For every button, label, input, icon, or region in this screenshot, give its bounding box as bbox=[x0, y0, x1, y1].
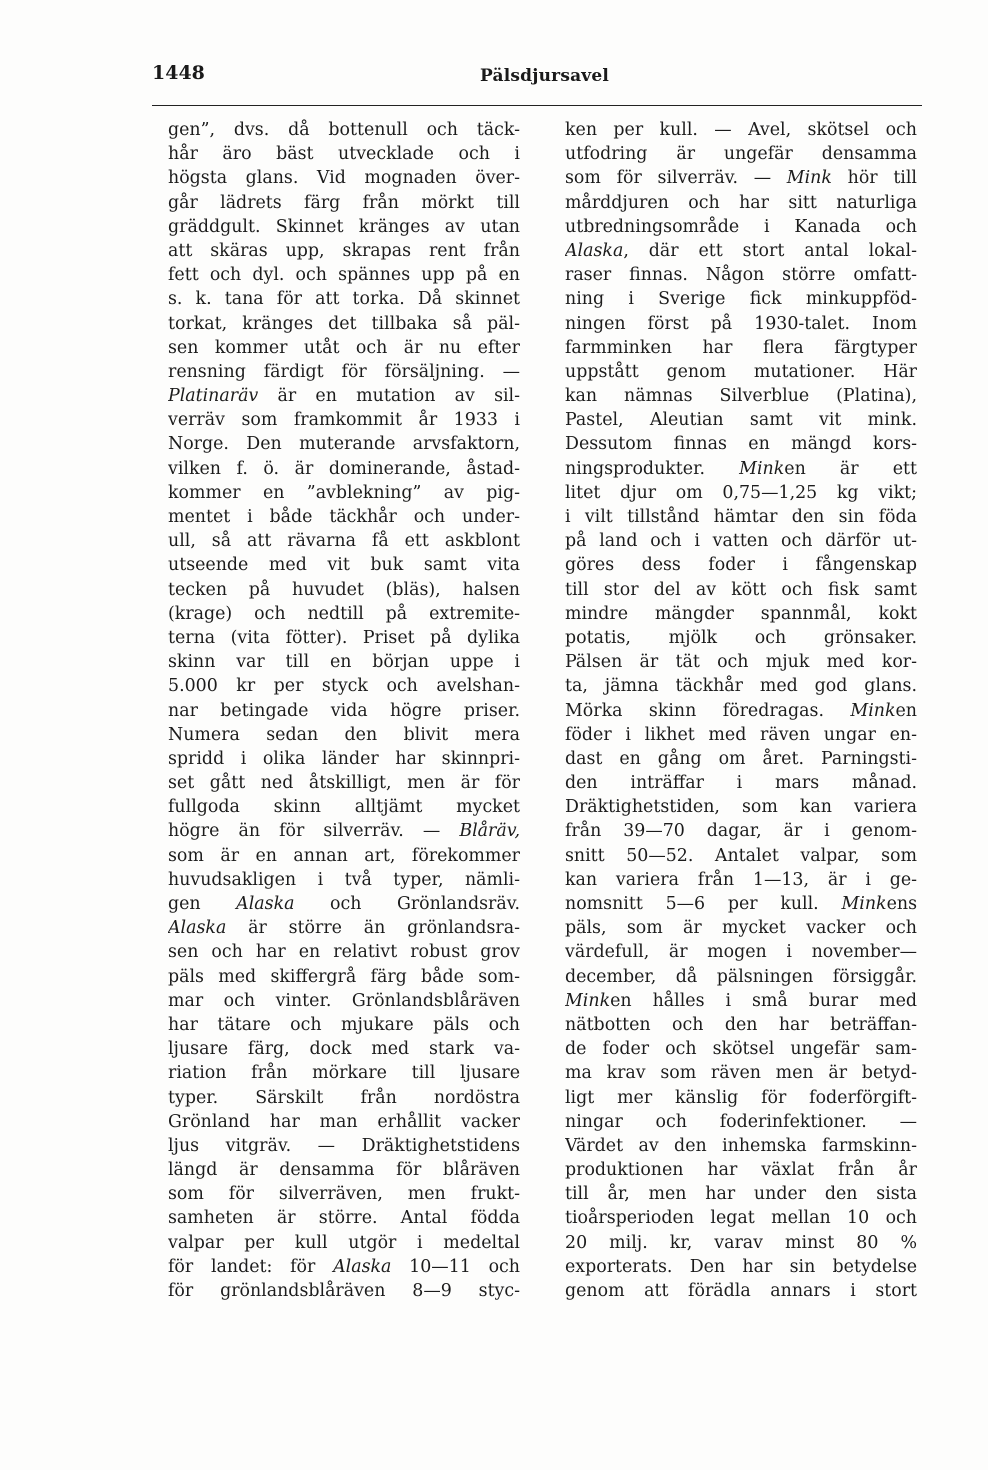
italic-term: Mink bbox=[565, 990, 611, 1011]
right-line: värdefull, är mogen i november— bbox=[565, 942, 917, 963]
right-line: mårddjuren och har sitt naturliga bbox=[565, 192, 917, 213]
italic-term: Alaska bbox=[333, 1256, 392, 1277]
right-line: ligt mer känslig för foderförgift- bbox=[565, 1087, 917, 1108]
right-line: tioårsperioden legat mellan 10 och bbox=[565, 1208, 917, 1229]
left-line: Grönland har man erhållit vacker bbox=[168, 1111, 520, 1132]
left-line: terna (vita fötter). Priset på dylika bbox=[168, 627, 520, 648]
italic-term: Mink bbox=[841, 894, 887, 914]
italic-term: Platinaräv bbox=[168, 386, 259, 407]
left-line: mentet i både täckhår och under- bbox=[168, 507, 520, 527]
right-line: december, då pälsningen försiggår. bbox=[565, 966, 917, 987]
right-line: dast en gång om året. Parningsti- bbox=[565, 748, 917, 769]
right-line: till stor del av kött och fisk samt bbox=[565, 579, 917, 600]
left-line: som är en annan art, förekommer bbox=[168, 845, 520, 866]
right-line: kan variera från 1—13, är i ge- bbox=[565, 869, 917, 890]
italic-term: Alaska bbox=[565, 240, 624, 261]
left-line: Alaska är större än grönlandsra- bbox=[168, 918, 520, 939]
left-line: torkat, kränges det tillbaka så päl- bbox=[168, 313, 520, 334]
right-line: ma krav som räven men är betyd- bbox=[565, 1063, 917, 1084]
header-rule bbox=[152, 105, 922, 106]
right-line: de foder och skötsel ungefär sam- bbox=[565, 1039, 917, 1060]
left-line: fett och dyl. och spännes upp på en bbox=[168, 265, 520, 286]
left-line: högre än för silverräv. — Blåräv, bbox=[168, 821, 520, 842]
right-line: uppstått genom mutationer. Här bbox=[565, 361, 917, 382]
left-line: längd är densamma för blåräven bbox=[168, 1160, 520, 1181]
left-line: mar och vinter. Grönlandsblåräven bbox=[168, 990, 520, 1011]
right-line: nätbotten och den har beträffan- bbox=[565, 1014, 917, 1035]
right-line: Pälsen är tät och mjuk med kor- bbox=[565, 652, 917, 673]
left-line: (krage) och nedtill på extremite- bbox=[168, 603, 520, 624]
left-line: Platinaräv är en mutation av sil- bbox=[168, 386, 520, 407]
italic-term: Mink bbox=[786, 168, 832, 189]
right-line: produktionen har växlat från år bbox=[565, 1160, 917, 1181]
left-line: kommer en ”avblekning” av pig- bbox=[168, 482, 520, 503]
left-line: nar betingade vida högre priser. bbox=[168, 700, 520, 721]
right-line: Dräktighetstiden, som kan variera bbox=[565, 797, 917, 818]
left-line: tecken på huvudet (bläs), halsen bbox=[168, 579, 520, 600]
right-line: den inträffar i mars månad. bbox=[565, 773, 917, 794]
right-line: exporterats. Den har sin betydelse bbox=[565, 1256, 917, 1277]
right-text-column bbox=[565, 118, 917, 1303]
right-line: föder i likhet med räven ungar en- bbox=[565, 724, 917, 745]
right-line: raser finnas. Någon större omfatt- bbox=[565, 265, 917, 286]
left-line: går lädrets färg från mörkt till bbox=[168, 192, 520, 213]
left-line: Norge. Den muterande arvsfaktorn, bbox=[168, 434, 520, 455]
italic-term: Alaska bbox=[236, 894, 295, 914]
left-line: samheten är större. Antal födda bbox=[168, 1208, 520, 1229]
right-line: potatis, mjölk och grönsaker. bbox=[565, 627, 917, 648]
right-line: Mörka skinn föredragas. Minken bbox=[565, 700, 917, 721]
left-line: gen Alaska och Grönlandsräv. bbox=[168, 894, 520, 914]
left-line: valpar per kull utgör i medeltal bbox=[168, 1232, 520, 1253]
page-header bbox=[152, 62, 922, 102]
italic-term: Mink bbox=[850, 700, 896, 721]
left-line: sen kommer utåt och är nu efter bbox=[168, 337, 520, 358]
left-line: ljusare färg, dock med stark va- bbox=[168, 1039, 520, 1060]
left-line: verräv som framkommit år 1933 i bbox=[168, 410, 520, 431]
right-line: Pastel, Aleutian samt vit mink. bbox=[565, 410, 917, 431]
left-line: huvudsakligen i två typer, nämli- bbox=[168, 869, 520, 890]
right-line: utbredningsområde i Kanada och bbox=[565, 216, 917, 237]
page-number: 1448 bbox=[152, 62, 205, 84]
left-line: skinn var till en början uppe i bbox=[168, 652, 520, 673]
left-line: ull, så att rävarna få ett askblont bbox=[168, 531, 520, 552]
right-line: ningar och foderinfektioner. — bbox=[565, 1111, 917, 1132]
left-line: för grönlandsblåräven 8—9 styc- bbox=[168, 1281, 520, 1301]
left-line: gen”, dvs. då bottenull och täck- bbox=[168, 120, 520, 140]
left-line: set gått ned åtskilligt, men är för bbox=[168, 773, 520, 794]
left-line: fullgoda skinn alltjämt mycket bbox=[168, 797, 520, 818]
left-line: spridd i olika länder har skinnpri- bbox=[168, 748, 520, 769]
left-line: 5.000 kr per styck och avelshan- bbox=[168, 676, 520, 697]
left-line: rensning färdigt för försäljning. — bbox=[168, 361, 520, 382]
right-line: päls, som är mycket vacker och bbox=[565, 918, 917, 939]
right-line: som för silverräv. — Mink hör till bbox=[565, 168, 917, 189]
right-line: från 39—70 dagar, är i genom- bbox=[565, 821, 917, 842]
right-line: ta, jämna täckhår med god glans. bbox=[565, 676, 917, 697]
right-line: Minken hålles i små burar med bbox=[565, 990, 917, 1011]
right-line: ningsprodukter. Minken är ett bbox=[565, 458, 917, 479]
left-line: utseende med vit buk samt vita bbox=[168, 555, 520, 576]
italic-term: Alaska bbox=[168, 918, 227, 939]
right-line: utfodring är ungefär densamma bbox=[565, 144, 917, 165]
italic-term: Mink bbox=[739, 458, 785, 479]
left-line: för landet: för Alaska 10—11 och bbox=[168, 1256, 520, 1277]
left-line: gräddgult. Skinnet kränges av utan bbox=[168, 216, 520, 237]
right-line: Dessutom finnas en mängd kors- bbox=[565, 434, 917, 455]
right-line: göres dess foder i fångenskap bbox=[565, 555, 917, 576]
left-line: sen och har en relativt robust grov bbox=[168, 942, 520, 963]
left-line: päls med skiffergrå färg både som- bbox=[168, 966, 520, 987]
right-line: till år, men har under den sista bbox=[565, 1184, 917, 1205]
right-line: genom att förädla annars i stort bbox=[565, 1281, 917, 1301]
left-line: som för silverräven, men frukt- bbox=[168, 1184, 520, 1205]
right-line: 20 milj. kr, varav minst 80 % bbox=[565, 1232, 917, 1253]
right-line: kan nämnas Silverblue (Platina), bbox=[565, 386, 917, 407]
right-line: mindre mängder spannmål, kokt bbox=[565, 603, 917, 624]
right-line: snitt 50—52. Antalet valpar, som bbox=[565, 845, 917, 866]
left-line: Numera sedan den blivit mera bbox=[168, 724, 520, 745]
left-line: riation från mörkare till ljusare bbox=[168, 1063, 520, 1084]
right-line: Alaska, där ett stort antal lokal- bbox=[565, 240, 917, 261]
running-head: Pälsdjursavel bbox=[480, 66, 610, 86]
left-line: att skäras upp, skrapas rent från bbox=[168, 240, 520, 261]
right-line: ning i Sverige fick minkuppföd- bbox=[565, 289, 917, 310]
right-line: farmminken har flera färgtyper bbox=[565, 337, 917, 358]
left-text-column bbox=[168, 118, 520, 1303]
right-line: ken per kull. — Avel, skötsel och bbox=[565, 120, 917, 140]
right-line: i vilt tillstånd hämtar den sin föda bbox=[565, 507, 917, 527]
left-line: har tätare och mjukare päls och bbox=[168, 1014, 520, 1035]
left-line: vilken f. ö. är dominerande, åstad- bbox=[168, 458, 520, 479]
left-line: s. k. tana för att torka. Då skinnet bbox=[168, 289, 520, 310]
right-line: på land och i vatten och därför ut- bbox=[565, 531, 917, 552]
left-line: hår äro bäst utvecklade och i bbox=[168, 144, 520, 165]
left-line: högsta glans. Vid mognaden över- bbox=[168, 168, 520, 189]
left-line: ljus vitgräv. — Dräktighetstidens bbox=[168, 1135, 520, 1156]
right-line: Värdet av den inhemska farmskinn- bbox=[565, 1135, 917, 1156]
italic-term: Blåräv, bbox=[459, 821, 520, 842]
right-line: ningen först på 1930-talet. Inom bbox=[565, 313, 917, 334]
right-line: nomsnitt 5—6 per kull. Minkens bbox=[565, 894, 917, 914]
right-line: litet djur om 0,75—1,25 kg vikt; bbox=[565, 482, 917, 503]
left-line: typer. Särskilt från nordöstra bbox=[168, 1087, 520, 1108]
